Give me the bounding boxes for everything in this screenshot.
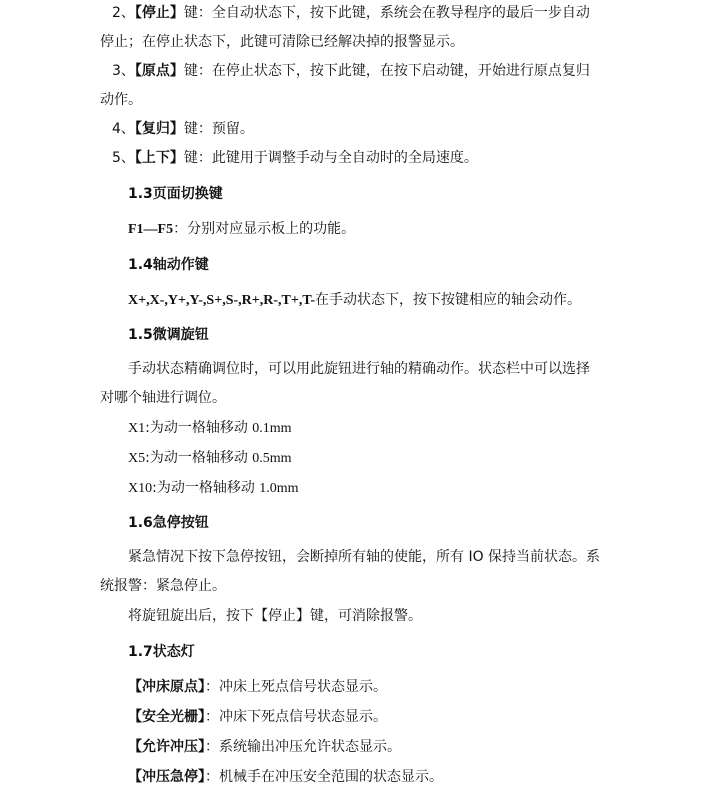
item-index: 3、 (112, 63, 135, 79)
section-heading-1-6: 1.6急停按钮 (128, 515, 209, 531)
knob-option (128, 478, 299, 498)
key-item-stop-cont (100, 32, 464, 52)
axis-keys-text: 在手动状态下，按下按键相应的轴会动作。 (315, 292, 582, 308)
status-light-item (128, 677, 387, 697)
key-item-stop (112, 3, 590, 23)
knob-option-value: 0.5mm (252, 451, 292, 466)
status-light-item (128, 767, 443, 787)
status-light-desc: ：冲床上死点信号状态显示。 (205, 679, 387, 695)
section-heading-1-7: 1.7状态灯 (128, 644, 195, 660)
estop-para-line1: 紧急情况下按下急停按钮，会断掉所有轴的使能，所有 IO 保持当前状态。系 (128, 549, 601, 565)
estop-para-line2: 统报警：紧急停止。 (100, 578, 226, 594)
item-text: 键：在停止状态下，按下此键，在按下启动键，开始进行原点复归 (183, 63, 590, 79)
estop-para2: 将旋钮旋出后，按下【停止】键，可消除报警。 (128, 608, 422, 624)
item-text: 键：预留。 (183, 121, 254, 137)
status-light-label: 【安全光栅】 (128, 709, 205, 725)
status-light-desc: ：冲床下死点信号状态显示。 (205, 709, 387, 725)
item-index: 5、 (112, 150, 135, 166)
key-item-updown (112, 148, 478, 168)
knob-option (128, 418, 292, 438)
status-light-item (128, 707, 387, 727)
knob-option-value: 1.0mm (259, 481, 299, 496)
section-heading-1-4: 1.4轴动作键 (128, 257, 209, 273)
knob-option-code: X1 (128, 421, 146, 436)
item-index: 2、 (112, 5, 135, 21)
function-keys-term: F1—F5 (128, 222, 174, 237)
key-label-reset: 【复归】 (134, 121, 184, 137)
item-index: 4、 (112, 121, 135, 137)
knob-para-line1: 手动状态精确调位时，可以用此旋钮进行轴的精确动作。状态栏中可以选择 (128, 361, 590, 377)
item-text: 停止；在停止状态下，此键可清除已经解决掉的报警显示。 (100, 34, 464, 50)
knob-option-value: 0.1mm (252, 421, 292, 436)
item-text: 键：此键用于调整手动与全自动时的全局速度。 (183, 150, 478, 166)
section-heading-1-3: 1.3页面切换键 (128, 186, 223, 202)
knob-option (128, 448, 292, 468)
knob-option-code: X10 (128, 481, 153, 496)
page-switch-desc (128, 219, 355, 239)
knob-option-code: X5 (128, 451, 146, 466)
knob-option-text: :为动一格轴移动 (152, 480, 260, 496)
axis-keys-term: X+,X-,Y+,Y-,S+,S-,R+,R-,T+,T- (128, 293, 316, 308)
section-heading-1-5: 1.5微调旋钮 (128, 327, 209, 343)
key-item-reset (112, 119, 254, 139)
status-light-label: 【冲床原点】 (128, 679, 205, 695)
knob-option-text: :为动一格轴移动 (145, 420, 253, 436)
status-light-desc: ：系统输出冲压允许状态显示。 (205, 739, 401, 755)
function-keys-desc: ：分别对应显示板上的功能。 (173, 221, 356, 237)
key-label-updown: 【上下】 (134, 150, 184, 166)
key-item-origin (112, 61, 590, 81)
status-light-label: 【冲压急停】 (128, 769, 205, 785)
status-light-desc: ：机械手在冲压安全范围的状态显示。 (205, 769, 443, 785)
status-light-item (128, 737, 401, 757)
axis-keys-desc (128, 290, 581, 310)
item-text: 动作。 (100, 92, 142, 108)
status-light-label: 【允许冲压】 (128, 739, 205, 755)
key-label-stop: 【停止】 (134, 5, 184, 21)
key-label-origin: 【原点】 (134, 63, 184, 79)
knob-option-text: :为动一格轴移动 (145, 450, 253, 466)
item-text: 键：全自动状态下，按下此键，系统会在教导程序的最后一步自动 (183, 5, 590, 21)
key-item-origin-cont (100, 90, 142, 110)
knob-para-line2: 对哪个轴进行调位。 (100, 390, 226, 406)
